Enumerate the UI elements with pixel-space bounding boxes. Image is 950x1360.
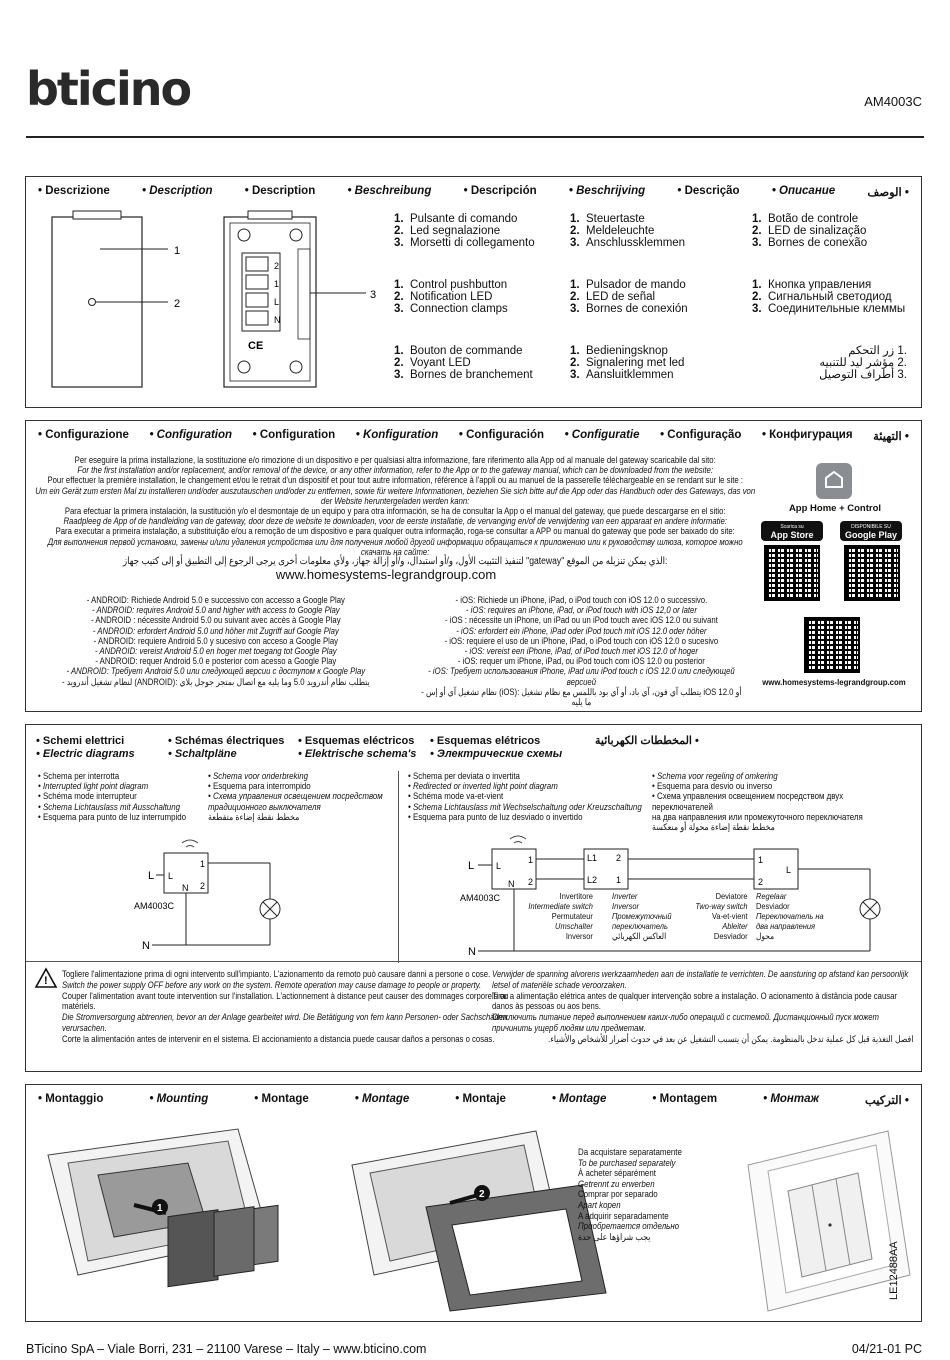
inverter-labels-left: Invertitore Intermediate switch Permutateur Umschalter Inversor [528, 891, 593, 941]
ios-requirements: - iOS: Richiede un iPhone, iPad, o iPod touch con iOS 12.0 o successivo. - iOS: requires an iPhone, iPad, or iPod touch with iOS 12,0 or later - iOS : nécessite un iPhone, un iPad ou un iPod touch avec iOS 12.0 ou suivant - iOS: erfordert ein iPhone, iPad oder iPod touch mit iOS 12.0 oder höher - iOS: requiere el uso de un iPhone, iPad, o iPod touch con iOS 12.0 o sucesivo - iOS: vereist een iPhone, iPad, of iPod touch met iOS 12.0 of hoger - iOS: requer um iPhone, iPad, ou iPod touch com iOS 12.0 ou posterior - iOS: Требует использования iPhone, iPad или iPod touch с iOS 12.0 или следующей версией - نظام تشغيل آي أو إس (iOS): يتطلب آي فون، آي باد، أو آي بود باللمس مع نظام تشغيل iOS 12.0 أو ما يليه [421, 595, 742, 708]
svg-text:1: 1 [616, 875, 622, 885]
config-paragraphs [34, 455, 756, 567]
svg-text:L: L [168, 871, 174, 881]
mounting-section [25, 1084, 922, 1322]
config-paragraph: Для выполнения первой установки, замены и/или удаления устройства или для получения любой другой информации обращаться к приложению или к руководству шлюза, которое можно скачать на сайте: [47, 536, 743, 557]
desc-header: • Descrizione [38, 185, 110, 197]
svg-text:N: N [468, 946, 476, 958]
android-requirements: - ANDROID: Richiede Android 5.0 e successivo con accesso a Google Play - ANDROID: requires Android 5.0 and higher with access to Google Play - ANDROID : nécessite Android 5.0 ou suivant avec accès à Google Play - ANDROID: erfordert Android 5.0 und höher mit Zugriff auf Google Play - ANDROID: requiere Android 5.0 y sucesivo con acceso a Google Play - ANDROID: vereist Android 5.0 en hoger met toegang tot Google Play - ANDROID: requer Android 5.0 e posterior com acesso a Google Play - ANDROID: Требует Android 5.0 или следующей версии с доступом к Google Play - لنظام تشغيل أندرويد (ANDROID): يتطلب نظام أندرويد 5.0 وما يليه مع اتصال بمتجر جوجل بلاي [61, 595, 370, 687]
app-home-icon[interactable] [816, 463, 852, 499]
desc-list-ru: 1. Кнопка управления 2. Сигнальный светодиод 3. Соединительные клеммы [752, 279, 906, 315]
desc-header: • Descrição [677, 185, 740, 197]
desc-list-it: 1. Pulsante di comando 2. Led segnalazione 3. Morsetti di collegamento [394, 213, 535, 249]
desc-header: • Descripción [463, 185, 537, 197]
config-url[interactable]: www.homesystems-legrandgroup.com [275, 567, 497, 582]
svg-text:L: L [496, 861, 502, 871]
qr-url[interactable]: www.homesystems-legrandgroup.com [762, 677, 906, 687]
qr-app-store [764, 545, 820, 601]
desc-list-fr: 1. Bouton de commande 2. Voyant LED 3. Bornes de branchement [394, 345, 533, 381]
qr-google-play [844, 545, 900, 601]
step-number: 1 [157, 1203, 163, 1214]
desc-list-en: 1. Control pushbutton 2. Notification LED 3. Connection clamps [394, 279, 508, 315]
purchase-separately-note: Da acquistare separatamente To be purchased separately À acheter séparément Getrennt zu erwerben Comprar por separado Apart kopen A adquirir separadamente Приобретается отдельно يجب شراؤها على حدة [578, 1147, 682, 1242]
qr-website [804, 617, 860, 673]
config-header: • Configuration [252, 429, 336, 441]
header-divider [26, 136, 924, 138]
configuration-section [25, 420, 922, 712]
desc-list-es: 1. Pulsador de mando 2. LED de señal 3. Bornes de conexión [570, 279, 688, 315]
terminal-label: 1 [274, 279, 280, 289]
config-header: • Configuratie [564, 429, 640, 441]
right-diagram-captions-2: • Schema voor regeling of omkering • Esquema para desvio ou inverso • Схема управления освещением посредством двух переключателей на два направления или промежуточного переключателя مخطط نقطة إضاءة محولة أو منعكسة [652, 771, 863, 833]
svg-text:L: L [786, 865, 792, 875]
diagram-model-label: AM4003C [134, 901, 175, 911]
device-drawing [48, 209, 393, 399]
config-paragraph: Pour effectuer la première installation, le changement et/ou le retrait d'un dispositif et pour tout autre information, référence à l'appli ou au manuel de la passerelle téléchargeable en se rendant sur le site : [47, 475, 743, 486]
warning-icon [34, 967, 58, 989]
config-header: • Konfiguration [355, 429, 439, 441]
svg-text:2: 2 [528, 877, 534, 887]
callout-label: 1 [174, 245, 181, 257]
desc-header: • Beschreibung [347, 185, 432, 197]
mounting-step-2 [346, 1125, 616, 1315]
svg-text:L: L [148, 870, 155, 882]
config-header: • Configuração [660, 429, 742, 441]
two-way-switch-diagram [456, 825, 896, 965]
svg-text:L1: L1 [587, 853, 598, 863]
deviator-labels-left: Deviatore Two-way switch Va-et-vient Ableiter Desviador [695, 891, 748, 941]
svg-text:N: N [142, 940, 150, 952]
svg-text:N: N [508, 879, 515, 889]
left-diagram-captions-2: • Schema voor onderbreking • Esquema para interrompido • Схема управления освещением посредством традиционного выключателя مخطط نقطة إضاءة متقطعة [208, 771, 383, 822]
model-code: AM4003C [864, 94, 922, 109]
desc-list-de: 1. Steuertaste 2. Meldeleuchte 3. Anschlussklemmen [570, 213, 686, 249]
warning-left: Togliere l'alimentazione prima di ogni intervento sull'impianto. L'azionamento da remoto può causare danni a persone o cose. Switch the power supply OFF before any work on the system. Remote operation may cause damage to people or property. Couper l'alimentation avant toute intervention sur l'installation. L'actionnement à distance peut causer des dommages corporels ou matériels. Die Stromversorgung abtrennen, bevor an der Anlage gearbeitet wird. Die Betätigung von fern kann Personen- oder Sachschäden verursachen. Corte la alimentación antes de intervenir en el sistema. El accionamiento a distancia puede causar daños a personas o cosas. [62, 969, 509, 1044]
diagram-divider [398, 771, 399, 963]
svg-text:1: 1 [200, 859, 206, 869]
app-name: App Home + Control [788, 503, 882, 514]
right-diagram-captions-1: • Schema per deviata o invertita • Redirected or inverted light point diagram • Schéma mode va-et-vient • Schema Lichtauslass mit Wechselschaltung oder Kreuzschaltung • Esquema para punto de luz desviado o invertido [408, 771, 642, 822]
diagram-headers: • Schemi elettrici • Schémas électriques • Esquemas eléctricos • Esquemas elétricos المخططات الكهربائية • • Electric diagrams • Schaltpläne • Elektrische schema's • Электрические схемы [36, 735, 699, 760]
mounting-headers: • Montaggio • Mounting • Montage • Montage • Montaje • Montage • Montagem • Монтаж التركيب • [38, 1093, 909, 1107]
svg-text:L: L [468, 860, 475, 872]
warning-right: Verwijder de spanning alvorens werkzaamheden aan de installatie te verrichten. De aansturing op afstand kan persoonlijk letsel of materiële schade veroorzaken. Tirar a alimentação elétrica antes de qualquer intervenção sobre a instalação. O acionamento à distância pode causar danos às pessoas ou aos bens. Отключить питание перед выполнением каких-либо операций с системой. Дистанционный пуск может причинить ущерб людям или предметам. افصل التغذية قبل كل عملية تدخل بالمنظومة. يمكن أن يتسبب التشغيل عن بعد في حدوث أضرار للأشخاص والأشياء. [492, 969, 914, 1044]
footer-code: 04/21-01 PC [851, 1342, 922, 1356]
inverter-labels-right: Inverter Inversor Промежуточный переключатель العاكس الكهربائي [612, 891, 672, 941]
config-paragraph: Um ein Gerät zum ersten Mal zu installieren und/oder auszutauschen und/oder zu entfernen, sowie für weitere Informationen, beziehen Sie sich bitte auf die App oder das Handbuch oder des Gateways, das von der Website heruntergeladen werden kann: [35, 485, 756, 506]
config-header: • Configuration [149, 429, 233, 441]
desc-header: • Описание [771, 185, 836, 197]
single-switch-diagram [116, 825, 346, 955]
brand-logo: bticino [26, 62, 191, 116]
svg-text:L2: L2 [587, 875, 598, 885]
step-number: 2 [479, 1189, 485, 1200]
svg-text:1: 1 [758, 855, 764, 865]
desc-header: • Description [244, 185, 316, 197]
google-play-badge[interactable]: DISPONIBILE SU Google Play [840, 521, 902, 541]
document-code: LE12488AA [888, 1241, 900, 1300]
warning-divider [26, 961, 921, 962]
config-paragraph: لتنفيذ التثبيت الأول، و/أو استبدال، و/أو إزالة جهاز، ولأي معلومات أخرى يرجى الرجوع إلى التطبيق أو إلى كتيب جهاز "gateway" الذي يمكن تنزيله من الموقع: [122, 556, 668, 568]
config-paragraph: Para efectuar la primera instalación, la sustitución y/o el desmontaje de un equipo y para otra información, se ha de consultar la App o el manual del gateway, que puede descargarse en el sitio: [64, 506, 726, 517]
desc-header: • Description [142, 185, 213, 197]
desc-list-ar: .1 زر التحكم .2 مؤشر ليد للتنبيه .3 أطراف التوصيل [819, 345, 907, 381]
callout-label: 2 [174, 298, 181, 310]
deviator-labels-right: Regelaar Desviador Переключатель на два направления محول [756, 891, 824, 941]
app-store-badge[interactable]: Scarica su App Store [761, 521, 823, 541]
terminal-label: 2 [274, 261, 280, 271]
left-diagram-captions-1: • Schema per interrotta • Interrupted light point diagram • Schéma mode interrupteur • Schema Lichtauslass mit Ausschaltung • Esquema para punto de luz interrumpido [38, 771, 187, 822]
config-header: • Конфигурация [761, 429, 853, 441]
config-header: • Configurazione [38, 429, 129, 441]
svg-text:N: N [182, 883, 189, 893]
diagrams-section [25, 724, 922, 1072]
desc-header: الوصف • [867, 187, 909, 199]
configuration-headers [38, 429, 909, 443]
config-paragraph: Para executar a primeira instalação, a substituição e/ou a remoção de um dispositivo e para qualquer outra informação, roga-se consultar a APP ou manual do gateway que pode ser baixado do site: [55, 526, 735, 537]
description-headers [38, 185, 909, 199]
desc-list-pt: 1. Botão de controle 2. LED de sinalização 3. Bornes de conexão [752, 213, 868, 249]
config-header: • Configuración [458, 429, 545, 441]
terminal-label: N [274, 315, 281, 325]
config-paragraph: Per eseguire la prima installazione, la sostituzione e/o rimozione di un dispositivo e per qualsiasi altra informazione, fare riferimento alla App od al manuale del gateway scaricabile dal sito: [74, 455, 716, 465]
config-header: التهيئة • [873, 431, 909, 443]
footer-address: BTicino SpA – Viale Borri, 231 – 21100 Varese – Italy – www.bticino.com [26, 1342, 427, 1356]
svg-text:1: 1 [528, 855, 534, 865]
svg-text:!: ! [44, 975, 48, 987]
config-paragraph: For the first installation and/or replacement, and/or removal of the device, or any other information, refer to the App or to the gateway manual, which can be downloaded from the website: [77, 465, 713, 476]
diagram-model-label: AM4003C [460, 893, 501, 903]
callout-label: 3 [370, 289, 377, 301]
desc-header: • Beschrijving [568, 185, 646, 197]
description-section [25, 176, 922, 408]
config-paragraph: Raadpleeg de App of de handleiding van de gateway, door deze de website te downloaden, voor de eerste installatie, de vervanging en/of de verwijdering van een apparaat en andere informatie: [63, 516, 727, 527]
svg-text:2: 2 [200, 881, 206, 891]
svg-text:2: 2 [616, 853, 622, 863]
mounting-step-1 [38, 1125, 328, 1315]
svg-text:2: 2 [758, 877, 764, 887]
terminal-label: L [274, 297, 280, 307]
desc-list-nl: 1. Bedieningsknop 2. Signalering met led 3. Aansluitklemmen [570, 345, 685, 381]
svg-text:CE: CE [248, 340, 264, 352]
